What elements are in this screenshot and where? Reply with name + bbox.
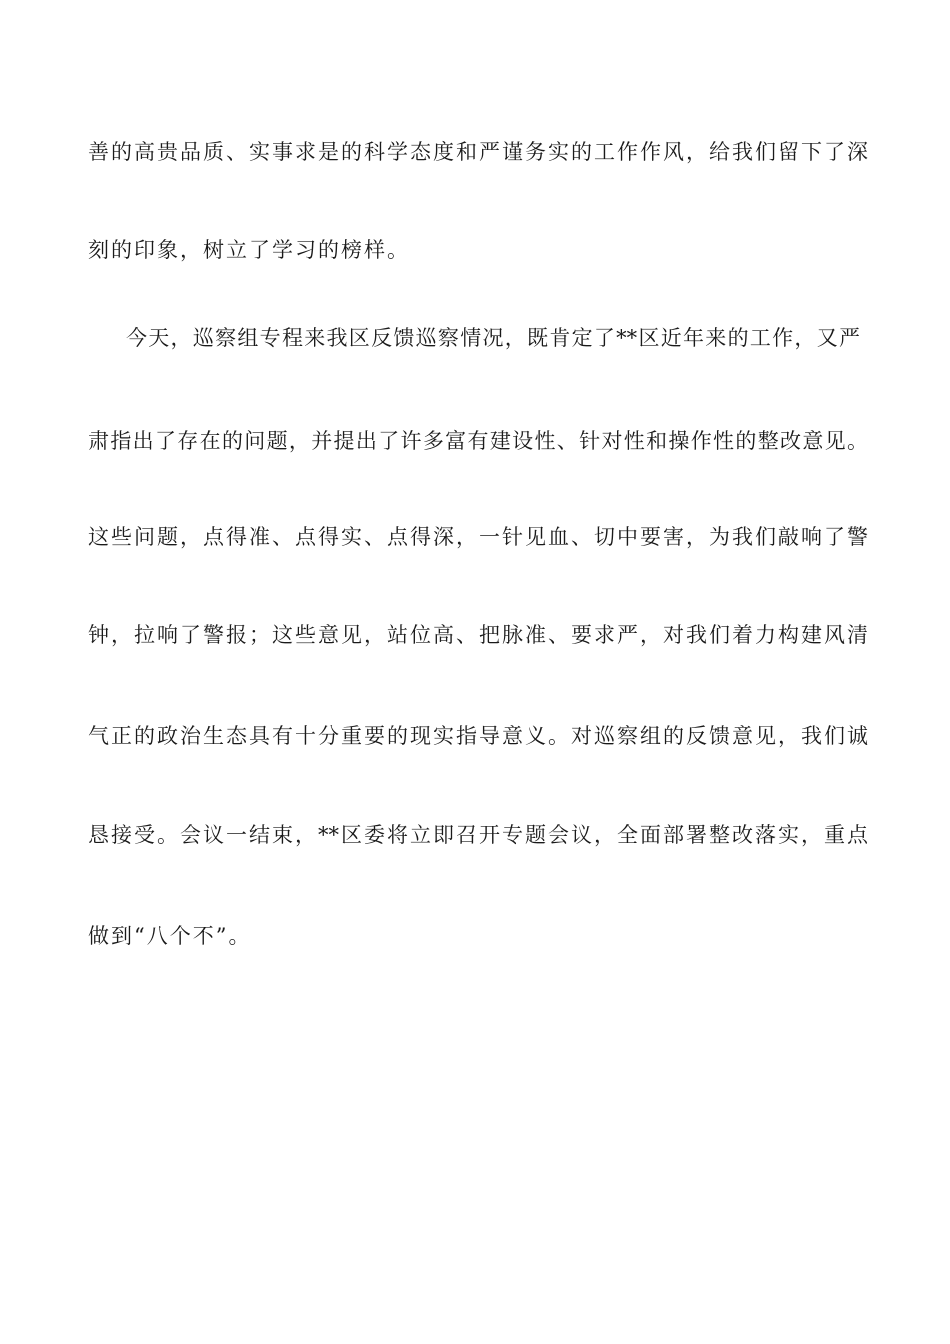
text-line-1: 善的高贵品质、实事求是的科学态度和严谨务实的工作作风，给我们留下了深 xyxy=(88,140,868,164)
text-line-7: 气正的政治生态具有十分重要的现实指导意义。对巡察组的反馈意见，我们诚 xyxy=(88,724,868,748)
text-line-6: 钟，拉响了警报；这些意见，站位高、把脉准、要求严，对我们着力构建风清 xyxy=(88,623,868,647)
text-line-5: 这些问题，点得准、点得实、点得深，一针见血、切中要害，为我们敲响了警 xyxy=(88,525,868,549)
text-line-2: 刻的印象，树立了学习的榜样。 xyxy=(88,238,410,262)
text-line-9: 做到“八个不”。 xyxy=(88,924,252,948)
text-line-8: 恳接受。会议一结束，**区委将立即召开专题会议，全面部署整改落实，重点 xyxy=(88,823,868,847)
text-line-3: 今天，巡察组专程来我区反馈巡察情况，既肯定了**区近年来的工作，又严 xyxy=(126,326,860,350)
text-line-4: 肃指出了存在的问题，并提出了许多富有建设性、针对性和操作性的整改意见。 xyxy=(88,429,868,453)
